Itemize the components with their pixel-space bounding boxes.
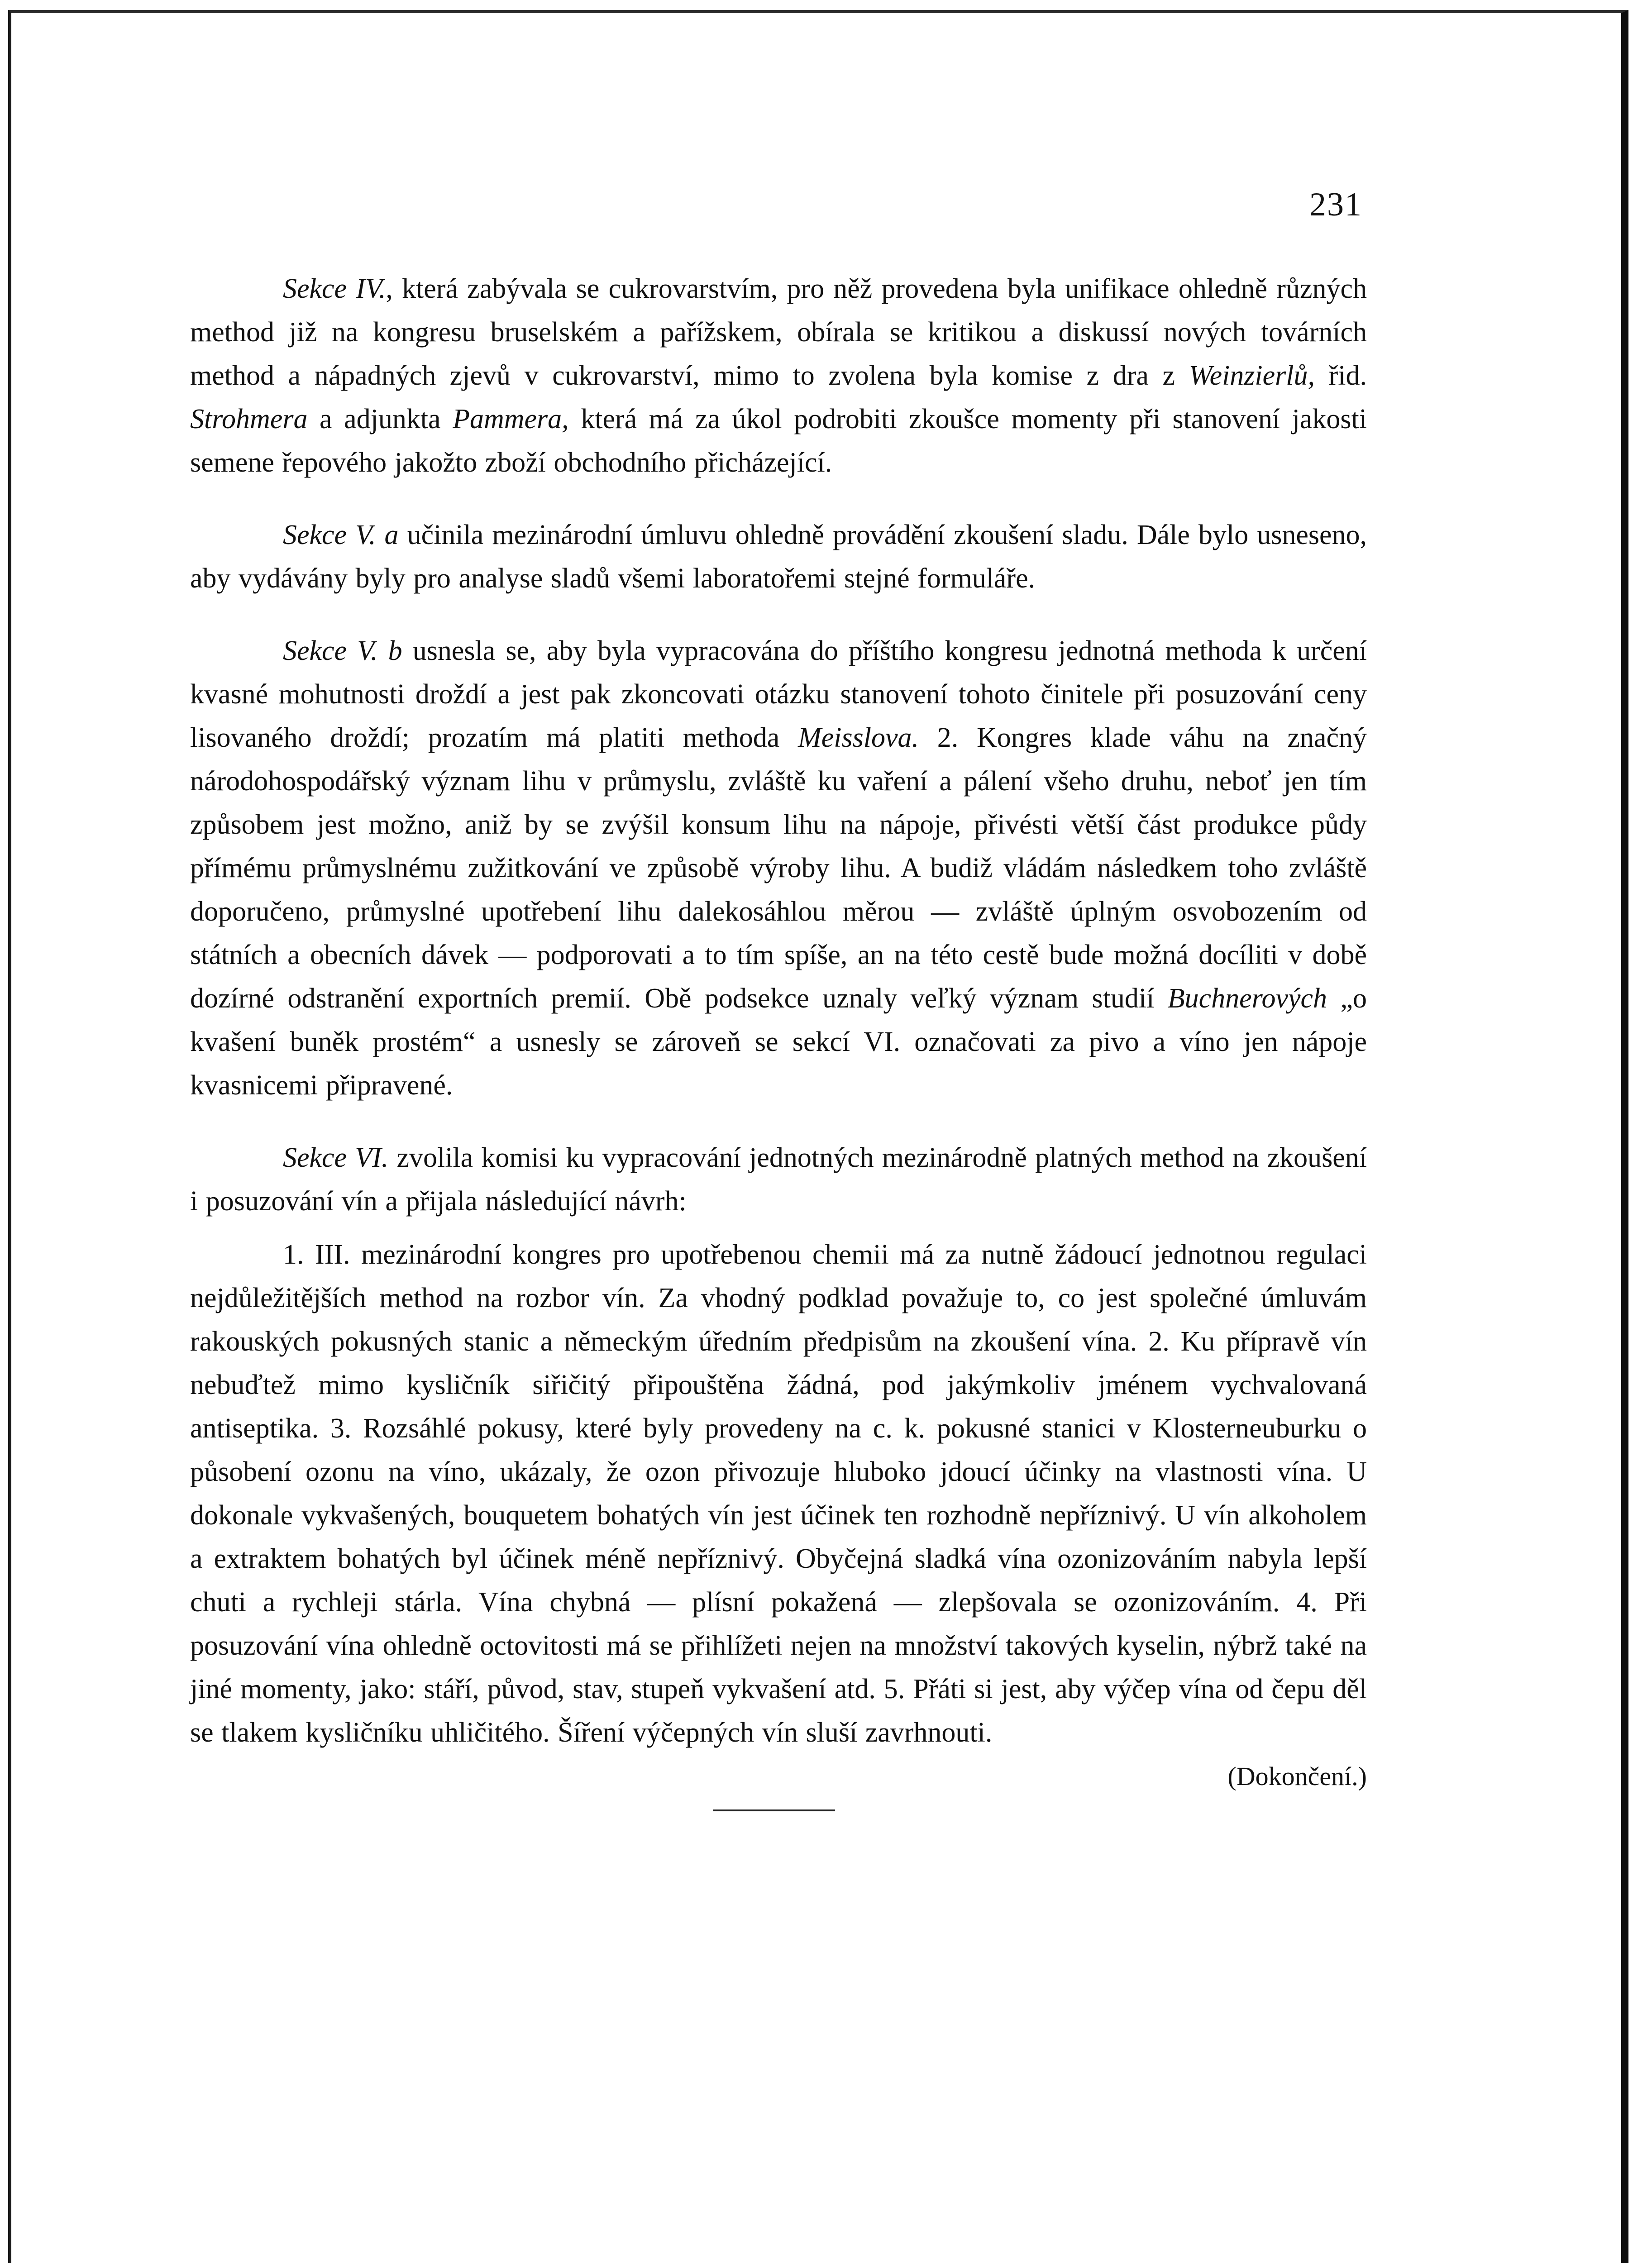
paragraph-text: učinila mezinárodní úmluvu ohledně provádění zkoušení sladu. Dále bylo usneseno, aby vydávány byly pro analyse sladů všemi laboratořemi stejné formuláře. <box>190 520 1367 594</box>
paragraph-sekce-vi <box>190 1136 1367 1223</box>
person-name: Meisslova. <box>798 722 919 753</box>
page-number: 231 <box>1309 186 1362 223</box>
paragraph-text: usnesla se, aby byla vypracována do příštího kongresu jednotná methoda k určení kvasné mohutnosti droždí a jest pak zkoncovati otázku stanovení tohoto činitele při posuzování ceny lisovaného droždí; prozatím má platiti methoda <box>190 635 1367 753</box>
section-heading: Sekce IV. <box>283 273 386 304</box>
paragraph-text: 2. Kongres klade váhu na značný národohospodářský význam lihu v průmyslu, zvláště ku vaření a pálení všeho druhu, neboť jen tím způsobem jest možno, aniž by se zvýšil konsum lihu na nápoje, přivésti větší část produkce půdy přímému průmyslnému zužitkování ve způsobě výroby lihu. A budiž vládám následkem toho zvláště doporučeno, průmyslné upotřebení lihu dalekosáhlou měrou — zvláště úplným osvobozením od státních a obecních dávek — podporovati a to tím spíše, an na této cestě bude možná docíliti v době dozírné odstranění exportních premií. Obě podsekce uznaly veľký význam studií <box>190 722 1367 1014</box>
paragraph-sekce-va <box>190 513 1367 600</box>
paragraph-text: která má za úkol podrobiti zkoušce momenty při stanovení jakosti semene řepového jakožto zboží obchodního přicházející. <box>190 404 1367 478</box>
person-name: Buchnerových <box>1167 983 1327 1014</box>
paragraph-text: zvolila komisi ku vypracování jednotných mezinárodně platných method na zkoušení i posuzování vín a přijala následující návrh: <box>190 1142 1367 1217</box>
paragraph-text: 1. III. mezinárodní kongres pro upotřebenou chemii má za nutně žádoucí jednotnou regulaci nejdůležitějších method na rozbor vín. Za vhodný podklad považuje to, co jest společné úmluvám rakouských pokusných stanic a německým úředním předpisům na zkoušení vína. 2. Ku přípravě vín nebuďtež mimo kysličník siřičitý připouštěna žádná, pod jakýmkoliv jménem vychvalovaná antiseptika. 3. Rozsáhlé pokusy, které byly provedeny na c. k. pokusné stanici v Klosterneuburku o působení ozonu na víno, ukázaly, že ozon přivozuje hluboko jdoucí účinky na vlastnosti vína. U dokonale vykvašených, bouquetem bohatých vín jest účinek ten rozhodně nepříznivý. U vín alkoholem a extraktem bohatých byl účinek méně nepříznivý. Obyčejná sladká vína ozonizováním nabyla lepší chuti a rychleji stárla. Vína chybná — plísní pokažená — zlepšovala se ozonizováním. 4. Při posuzování vína ohledně octovitosti má se přihlížeti nejen na množství takových kyselin, nýbrž také na jiné momenty, jako: stáří, původ, stav, stupeň vykvašení atd. 5. Přáti si jest, aby výčep vína od čepu děl se tlakem kysličníku uhličitého. Šíření výčepných vín sluší zavrhnouti. <box>190 1239 1367 1748</box>
paragraph-sekce-vb <box>190 629 1367 1107</box>
text-body <box>190 267 1367 1811</box>
paragraph-text: „o kvašení buněk prostém“ a usnesly se zároveň se sekcí VI. označovati za pivo a víno jen nápoje kvasnicemi připravené. <box>190 983 1367 1101</box>
person-name: Strohmera <box>190 404 308 434</box>
section-divider <box>713 1809 835 1811</box>
section-heading: Sekce V. b <box>283 635 402 666</box>
section-heading: Sekce VI. <box>283 1142 389 1173</box>
paragraph-text: řid. <box>1315 360 1367 391</box>
paragraph-text: a adjunkta <box>307 404 453 434</box>
paragraph-sekce-iv <box>190 267 1367 484</box>
paragraph-proposal <box>190 1233 1367 1754</box>
paragraph-text: , která zabývala se cukrovarstvím, pro něž provedena byla unifikace ohledně různých method již na kongresu bruselském a pařížskem, obírala se kritikou a diskussí nových továrních method a nápadných zjevů v cukrovarství, mimo to zvolena byla komise z dra z <box>190 273 1367 391</box>
section-heading: Sekce V. a <box>283 520 399 550</box>
person-name: Weinzierlů, <box>1189 360 1315 391</box>
person-name: Pammera, <box>453 404 569 434</box>
continuation-note: (Dokončení.) <box>1227 1762 1367 1791</box>
